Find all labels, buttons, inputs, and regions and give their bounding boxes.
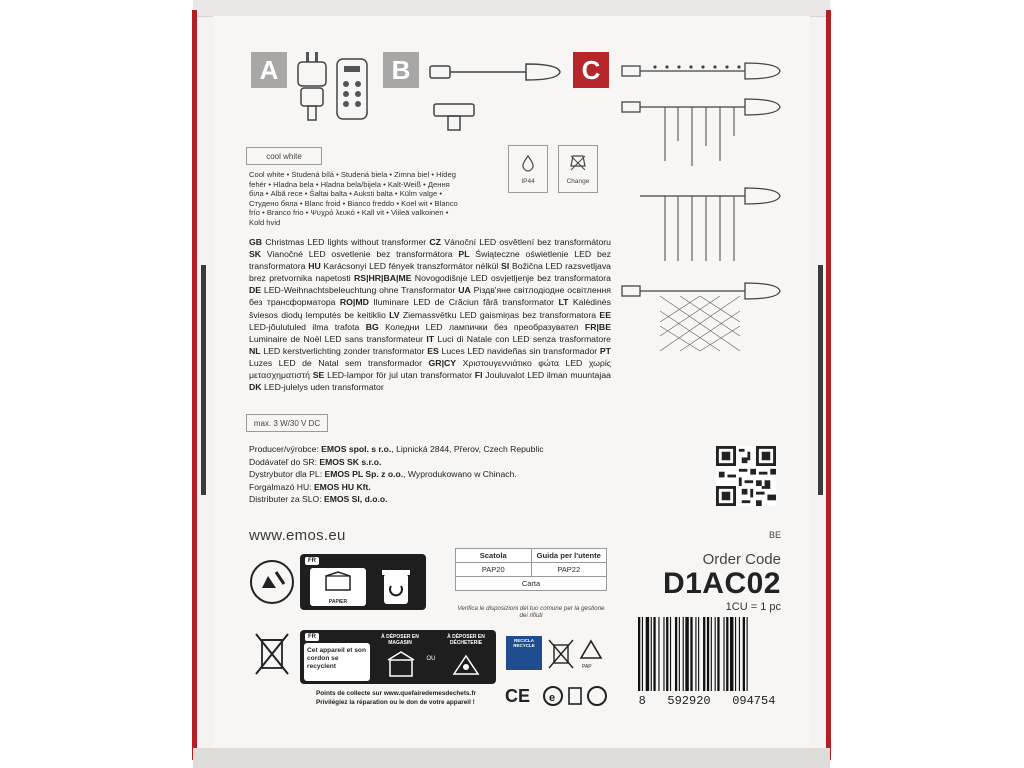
barcode-bar: [658, 617, 659, 691]
box-icon: [310, 568, 366, 594]
unit-label: 1CU = 1 pc: [725, 601, 781, 613]
barcode-bar: [735, 617, 736, 691]
dump-label: À DÉPOSER EN DÉCHETERIE: [447, 634, 485, 646]
paper-box: [310, 568, 366, 606]
box-bottom: [193, 748, 830, 768]
barcode-bar: [646, 617, 649, 691]
producer-line: Distributer za SLO: EMOS SI, d.o.o.: [249, 494, 388, 504]
table-value-box: PAP20: [456, 563, 532, 576]
barcode-bar: [675, 617, 677, 691]
barcode-bar: [707, 617, 709, 691]
barcode-bar: [663, 617, 664, 691]
svg-text:CE: CE: [505, 686, 531, 706]
papier-label: PAPIER: [328, 599, 348, 605]
barcode-bar: [638, 617, 640, 691]
change-badge: [558, 145, 598, 193]
paper-recycle-panel: [300, 554, 426, 610]
producer-line: Dystrybutor dla PL: EMOS PL Sp. z o.o., Wyprodukowano w Chinach.: [249, 469, 517, 479]
website-link[interactable]: www.emos.eu: [249, 527, 346, 544]
pap-label: PAP: [582, 664, 592, 670]
producer-line: Dodávateľ do SR: EMOS SK s.r.o.: [249, 456, 382, 467]
product-description: GB Christmas LED lights without transformer CZ Vánoční LED osvětlení bez transformátoru SK Vianočné LED osvetlenie bez transformátora PL Świąteczne oświetlenie LED bez transformatora HU Karácsonyi LED fények transzformátor nélkül SI Božična LED razsvetljava brez pretvornika napetosti RS|HR|BA|ME Novogodišnje LED osvjetljenje bez transformatora DE LED-Weihnachtsbeleuchtung ohne Transformator UA Різдв'яне світлодіодне освітлення без трансформатора RO|MD Iluminare LED de Crăciun fără transformator LT Kalėdinės šviesos diodų lemputės be keitiklio LV Ziemassvētku LED gaismiņas bez transformatora EE LED-jõulutuled ilma trafota BG Коледни LED лампички без преобразувател FR|BE Luminaire de Noël LED sans transformateur IT Luci di Natale con LED senza trasformatore NL LED kerstverlichting zonder transformator ES Luces LED navideñas sin transformador PT Luzes LED de Natal sem transformador GR|CY Χριστουγεννιάτικο φώτα LED χωρίς μετασχηματιστή SE LED-lampor för jul utan transformator FI Jouluvalot LED ilman muuntajaa DK LED-julelys uden transformator: [249, 237, 612, 393]
table-col-guide: Guida per l'utente: [536, 551, 601, 560]
material-table: [455, 548, 607, 591]
barcode-bar: [666, 617, 668, 691]
fr-badge: FR: [305, 557, 319, 565]
country-code: BE: [768, 530, 781, 540]
repair-note: Privilégiez la réparation ou le don de votre appareil !: [316, 699, 475, 706]
table-value-guide: PAP22: [557, 565, 581, 574]
or-label: OU: [426, 656, 436, 662]
label-c: C: [573, 52, 609, 88]
store-label: À DÉPOSER EN MAGASIN: [381, 634, 419, 646]
barcode-bar: [642, 617, 643, 691]
adapter-icon: [292, 50, 332, 132]
power-rating: max. 3 W/30 V DC: [246, 414, 328, 432]
light-chain-diagrams: [620, 56, 785, 356]
order-code-label: Order Code: [702, 551, 781, 568]
barcode-bar: [670, 617, 671, 691]
color-tag: cool white: [246, 147, 322, 165]
barcode-bar: [711, 617, 712, 691]
right-red-edge: [826, 10, 831, 760]
store-icon: [386, 650, 416, 678]
barcode-bar: [685, 617, 688, 691]
barcode-bar: [651, 617, 652, 691]
recycle-triangle-icon: [578, 638, 604, 664]
table-col-box: Scatola: [456, 549, 532, 562]
yellow-bin-icon: [380, 566, 412, 606]
producer-line: Forgalmazó HU: EMOS HU Kft.: [249, 481, 371, 492]
ip44-badge: [508, 145, 548, 193]
table-note: Verifica le disposizioni del tuo comune per la gestione dei rifiuti: [457, 605, 605, 619]
left-dark-strip: [201, 265, 206, 495]
barcode-bar: [730, 617, 733, 691]
label-a: A: [251, 52, 287, 88]
change-label: Change: [566, 177, 590, 185]
bulb-change-icon: [568, 154, 588, 172]
svg-text:e: e: [549, 692, 556, 704]
table-material: Carta: [521, 579, 541, 588]
barcode-bar: [679, 617, 680, 691]
ip44-label: IP44: [521, 177, 535, 185]
barcode-digits: 8 592920 094754: [638, 694, 776, 708]
dump-icon: [450, 650, 482, 678]
label-b: B: [383, 52, 419, 88]
barcode-bar: [739, 617, 740, 691]
left-red-edge: [192, 10, 197, 760]
certification-marks: [503, 682, 613, 712]
barcode-bar: [690, 617, 692, 691]
small-weee-icon: [547, 638, 575, 670]
water-drop-icon: [521, 154, 535, 172]
box-top-flap: [193, 0, 830, 17]
barcode-bar: [715, 617, 716, 691]
device-recycle-text: Cet appareil et son cordon se recyclent: [304, 643, 370, 681]
remote-icon: [334, 56, 370, 122]
order-code: D1AC02: [662, 567, 781, 600]
producer-line: Producer/výrobce: EMOS spol. s r.o., Lipnická 2844, Přerov, Czech Republic: [249, 444, 544, 454]
weee-panel: [300, 630, 496, 684]
barcode-bar: [698, 617, 699, 691]
weee-bin-icon: [252, 630, 292, 678]
cable-connector-icon: [428, 56, 568, 136]
barcode-bar: [723, 617, 724, 691]
barcode-bar: [726, 617, 728, 691]
barcode-bar: [703, 617, 705, 691]
producer-info: [249, 443, 544, 506]
barcode-bar: [683, 617, 684, 691]
collection-points: Points de collecte sur www.quefairedemesdechets.fr: [316, 690, 476, 697]
barcode-bar: [747, 617, 748, 691]
right-dark-strip: [818, 265, 823, 495]
barcode-bar: [653, 617, 655, 691]
qr-code-icon: [716, 446, 776, 506]
barcode-bar: [695, 617, 696, 691]
fr-badge-2: FR: [305, 633, 319, 641]
barcode-bar: [717, 617, 719, 691]
recicla-badge: RECICLA RECYCLE: [506, 636, 542, 670]
barcode-bar: [743, 617, 745, 691]
triman-icon: [248, 558, 296, 606]
color-translations: Cool white • Studená bílá • Studená biela • Zimna biel • Hideg fehér • Hladna bela • Hladna bela/bijela • Kalt-Weiß • Дення біла • Albă rece • Šaltai balta • Auksti balta • Külm valge • Студено бяла • Blanc froid • Bianco freddo • Koel wit • Blanco frío • Branco frio • Ψυχρό λευκό • Kall vit • Viileä valkoinen • Kold hvid: [249, 170, 458, 227]
